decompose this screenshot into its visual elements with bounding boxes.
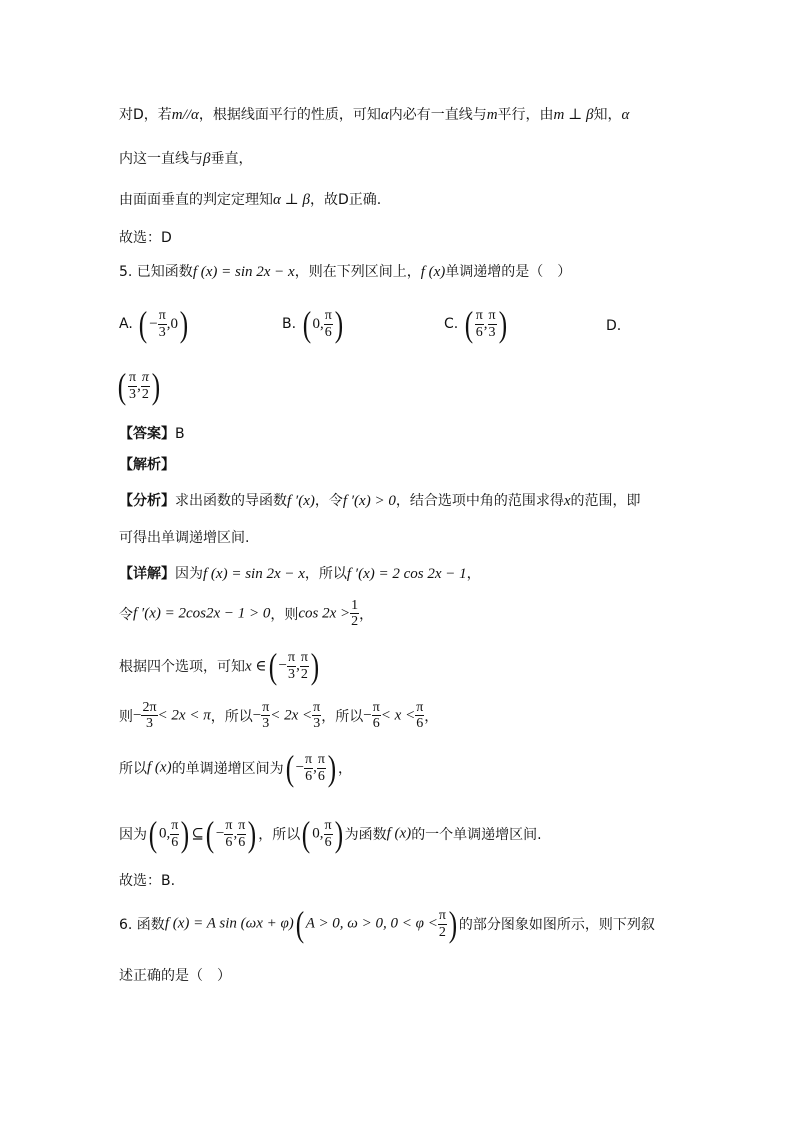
denominator: 6 (416, 716, 424, 732)
yinwei-line (119, 816, 542, 852)
denominator: 3 (262, 716, 270, 732)
math: − (295, 759, 305, 776)
denominator: 6 (225, 834, 233, 850)
denominator: 2 (141, 386, 149, 402)
text: 的一个单调递增区间. (411, 827, 542, 843)
text: ，所以 (304, 566, 347, 582)
text: 5. 已知函数 (119, 264, 193, 280)
fraction (128, 370, 137, 402)
option-d-value (116, 368, 162, 404)
numerator: π (158, 308, 166, 324)
text: ，则在下列区间上， (294, 264, 421, 280)
math: f ′(x) > 0 (342, 493, 396, 509)
fraction (300, 650, 309, 682)
math: A > 0, ω > 0, 0 < φ < (305, 915, 438, 932)
fraction (287, 650, 296, 682)
numerator: π (475, 308, 483, 324)
option-a (119, 306, 190, 342)
text: ，所以 (258, 827, 301, 843)
math: f (x) (386, 825, 412, 842)
numerator: π (141, 370, 149, 386)
text: 单调递增的是（ ） (445, 264, 572, 280)
paren: ( (268, 646, 277, 686)
numerator: π (488, 308, 496, 324)
fraction (488, 308, 497, 340)
math: α (380, 107, 389, 123)
math: , (483, 316, 488, 332)
option-b (282, 306, 345, 342)
denominator: 6 (324, 834, 332, 850)
text-line (119, 108, 629, 123)
math: 0 (170, 316, 179, 332)
denominator: 2 (438, 924, 446, 940)
fenxi-line (119, 494, 641, 509)
numerator: π (324, 818, 332, 834)
numerator: π (300, 650, 308, 666)
text: 可得出单调递增区间. (119, 530, 250, 546)
fraction (317, 752, 326, 784)
math: < 2x < π (157, 707, 211, 724)
text-line (119, 969, 231, 983)
math: cos 2x > (298, 605, 351, 622)
text: ， (424, 708, 439, 725)
denominator: 6 (238, 834, 246, 850)
xiangjie-label: 【详解】 (119, 566, 175, 582)
fraction (170, 818, 179, 850)
math: f ′(x) (287, 493, 315, 509)
numerator: π (438, 908, 446, 924)
text-line (119, 152, 252, 167)
numerator: π (372, 700, 380, 715)
denominator: 6 (475, 324, 483, 340)
text: ，结合选项中角的范围求得 (395, 493, 564, 509)
denominator: 2 (300, 666, 308, 682)
math: , (313, 759, 317, 776)
numerator: π (317, 752, 325, 768)
math: − (215, 825, 225, 842)
numerator: 2π (142, 700, 157, 715)
math: − (363, 707, 372, 724)
numerator: 1 (351, 598, 359, 613)
text: 的部分图象如图所示，则下列叙 (458, 917, 655, 933)
paren: ) (151, 366, 161, 406)
paren: ) (179, 304, 189, 344)
option-d (606, 318, 621, 334)
numerator: π (238, 818, 246, 834)
text: 则 (119, 708, 133, 725)
math: f (x) (147, 759, 172, 776)
fraction (324, 308, 333, 340)
text: ，故D正确. (309, 192, 382, 208)
fraction (415, 700, 424, 732)
option-label: C. (444, 316, 459, 332)
math: , (233, 825, 238, 842)
math: f ′(x) = 2 cos 2x − 1 (346, 566, 467, 582)
text: ， (337, 761, 352, 777)
numerator: π (305, 752, 313, 768)
denominator: 6 (372, 716, 380, 732)
ling-line (119, 598, 373, 630)
math: m//α (171, 107, 199, 123)
paren: ) (334, 304, 344, 344)
math: m (486, 107, 498, 123)
text: 根据四个选项，可知 (119, 659, 245, 675)
math: ⊆ (191, 826, 204, 843)
text-line (119, 193, 381, 208)
option-label: B. (282, 316, 297, 332)
text: 为函数 (344, 827, 387, 843)
fraction (350, 598, 359, 630)
math: < x < (380, 707, 416, 724)
numerator: π (171, 818, 179, 834)
fraction (438, 908, 447, 940)
numerator: π (324, 308, 332, 324)
denominator: 6 (317, 768, 325, 784)
math: f (x) = A sin (ωx + φ) (164, 915, 294, 932)
math: − (133, 707, 142, 724)
numerator: π (262, 700, 270, 715)
answer-label: 【答案】 (119, 426, 175, 442)
text: 求出函数的导函数 (175, 493, 287, 509)
math: − (252, 707, 262, 724)
question-6 (119, 906, 655, 942)
numerator: π (129, 370, 137, 386)
text: 内这一直线与 (119, 151, 203, 167)
numerator: π (287, 650, 296, 666)
question-5 (119, 265, 571, 280)
paren: ( (295, 904, 304, 944)
text: ，则 (270, 606, 299, 623)
numerator: π (416, 700, 424, 715)
fraction (141, 700, 157, 732)
math: 0, (312, 825, 324, 842)
paren: ( (285, 748, 294, 788)
denominator: 6 (324, 324, 332, 340)
text: 垂直， (210, 151, 253, 167)
analysis-label: 【解析】 (119, 457, 175, 473)
text: 故选：B. (119, 873, 176, 889)
fraction (312, 700, 321, 732)
text: 平行，由 (497, 107, 554, 123)
math: β (203, 151, 211, 167)
paren: ( (302, 814, 311, 854)
text: 6. 函数 (119, 917, 165, 933)
paren: ( (464, 304, 473, 344)
math: f (x) (420, 264, 446, 280)
denominator: 3 (313, 716, 321, 732)
text-line (119, 531, 249, 545)
text-line (119, 231, 172, 245)
text-line (119, 874, 175, 888)
math: 0, (312, 316, 324, 332)
text: 对D，若 (119, 107, 172, 123)
math: x ∈ (245, 658, 267, 675)
paren: ( (139, 304, 148, 344)
math: α ⊥ β (273, 192, 310, 208)
text: 由面面垂直的判定定理知 (119, 192, 273, 208)
math: − (278, 657, 287, 674)
math: , (137, 378, 141, 394)
paren: ) (248, 814, 257, 854)
math: m ⊥ β (553, 107, 594, 123)
text: 故选：D (119, 230, 172, 246)
text: ， (466, 566, 481, 582)
paren: ) (334, 814, 343, 854)
math: f (x) = sin 2x − x (192, 264, 295, 280)
text: ， (359, 606, 374, 623)
math: < 2x < (270, 707, 313, 724)
fenxi-label: 【分析】 (119, 493, 175, 509)
fraction (141, 370, 150, 402)
option-label: A. (119, 316, 133, 332)
paren: ( (117, 366, 127, 406)
text: 因为 (119, 827, 147, 843)
gen-line (119, 648, 321, 684)
denominator: 3 (158, 324, 166, 340)
math: 0, (159, 825, 171, 842)
text: 的范围，即 (570, 493, 641, 509)
paren: ( (302, 304, 311, 344)
denominator: 2 (351, 614, 359, 630)
denominator: 6 (305, 768, 313, 784)
xiangjie-line (119, 567, 481, 582)
text: 述正确的是（ ） (119, 968, 231, 984)
denominator: 3 (146, 716, 153, 732)
option-label: D. (606, 318, 622, 334)
text: ，所以 (210, 708, 253, 725)
math: f ′(x) = 2cos2x − 1 > 0 (133, 605, 271, 622)
text: 知， (593, 107, 622, 123)
paren: ) (448, 904, 458, 944)
paren: ) (181, 814, 190, 854)
math: , (166, 316, 171, 332)
text: 因为 (175, 566, 203, 582)
suoyi-line (119, 750, 352, 786)
text: 的单调递增区间为 (171, 761, 284, 777)
fraction (475, 308, 484, 340)
fraction (304, 752, 313, 784)
denominator: 6 (171, 834, 179, 850)
fraction (237, 818, 246, 850)
paren: ) (498, 304, 507, 344)
math: f (x) = sin 2x − x (203, 566, 305, 582)
answer-line (119, 427, 185, 441)
text: 内必有一直线与 (388, 107, 487, 123)
text: 所以 (119, 761, 147, 777)
denominator: 3 (488, 324, 496, 340)
analysis-line (119, 458, 175, 472)
denominator: 3 (288, 666, 296, 682)
option-c (444, 306, 509, 342)
fraction (372, 700, 381, 732)
answer-value: B (175, 426, 185, 442)
fraction (324, 818, 333, 850)
numerator: π (313, 700, 321, 715)
math: − (149, 316, 158, 332)
math: α (621, 107, 630, 123)
fraction (158, 308, 167, 340)
text: ，根据线面平行的性质，可知 (198, 107, 381, 123)
fraction (261, 700, 270, 732)
text: 令 (119, 606, 133, 623)
denominator: 3 (129, 386, 137, 402)
paren: ( (205, 814, 215, 854)
paren: ) (327, 748, 337, 788)
paren: ) (310, 646, 320, 686)
ze-line (119, 700, 438, 732)
text: ，所以 (321, 708, 364, 725)
math: x (563, 493, 571, 509)
paren: ( (148, 814, 158, 854)
math: , (296, 657, 300, 674)
text: ，令 (314, 493, 343, 509)
numerator: π (225, 818, 233, 834)
